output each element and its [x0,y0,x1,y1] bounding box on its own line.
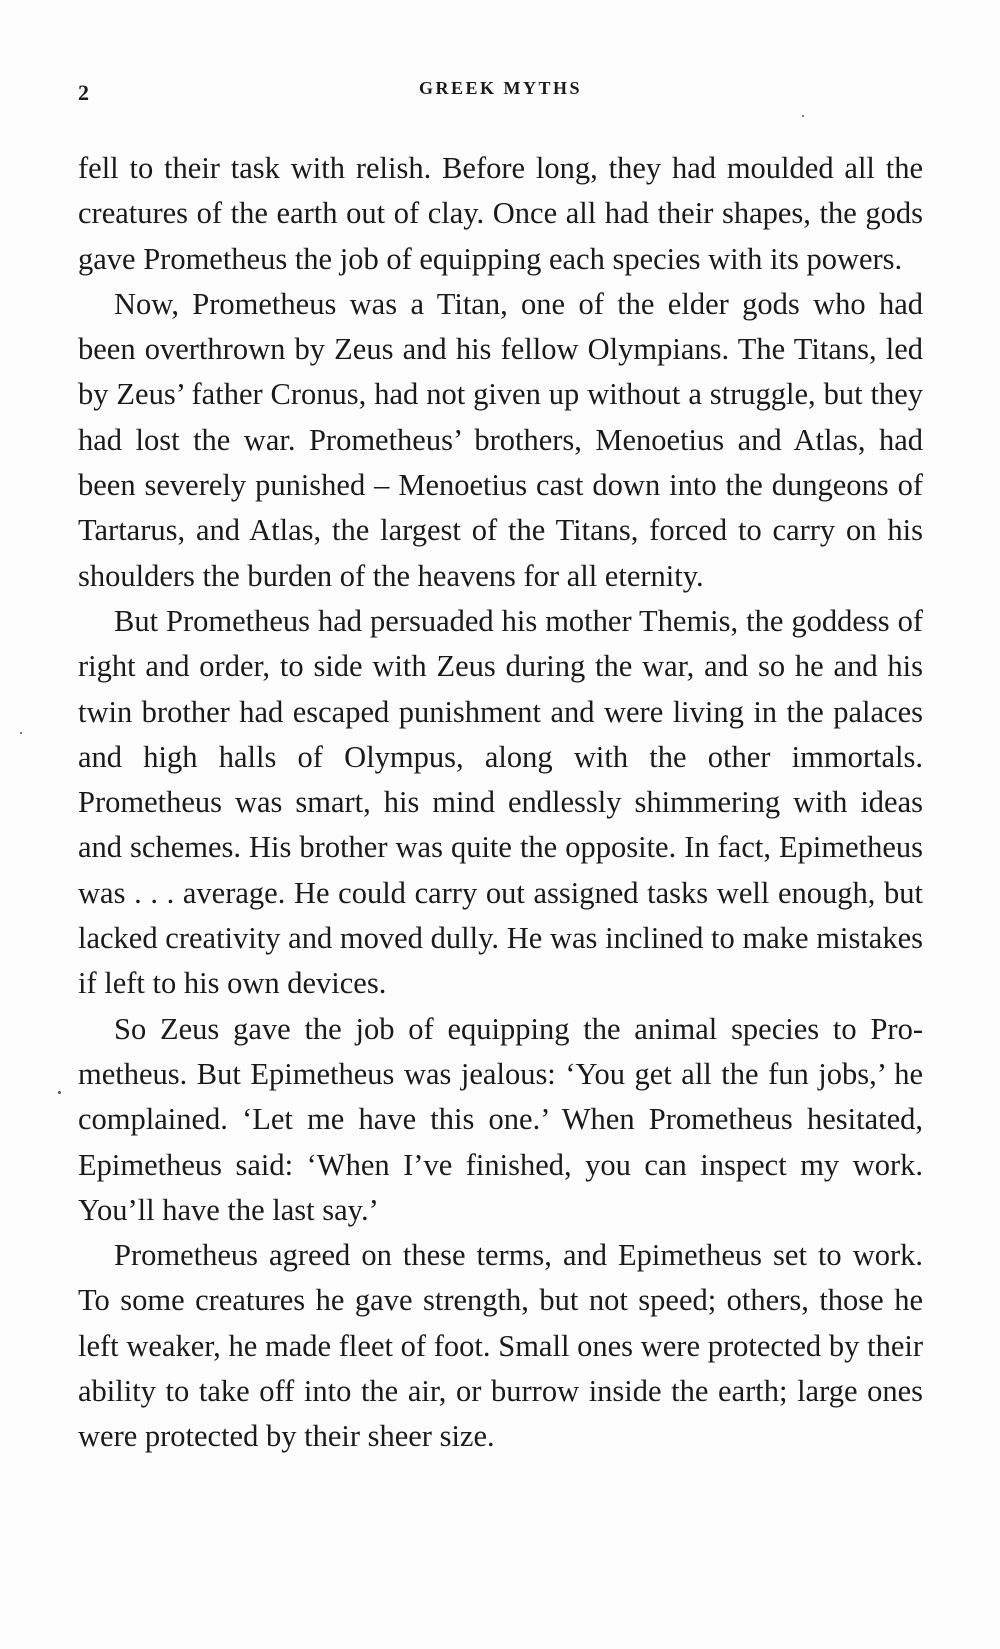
scan-speck [802,115,804,117]
paragraph-epimetheus-works: Prometheus agreed on these terms, and Epimetheus set to work. To some creatures he gave strength, but not speed; others, those he left weaker, he made fleet of foot. Small ones were protected by their ability to take off into the air, or burrow inside the earth; large ones were protected by their sheer size. [78,1238,923,1454]
page-number: 2 [78,80,89,105]
paragraph-zeus-assigns: So Zeus gave the job of equipping the animal species to Prometheus. But Epimetheus was jealous: ‘You get all the fun jobs,’ he complained. ‘Let me have this one.’ When Prometheus hesitated, Epimetheus said: ‘When I’ve finished, you can inspect my work. You’ll have the last say.’ [78,1011,923,1227]
paragraph-titans: Now, Prometheus was a Titan, one of the elder gods who had been overthrown by Zeus and his fellow Olympians. The Titans, led by Zeus’ father Cronus, had not given up without a struggle, but they had lost the war. Prometheus’ brothers, Menoetius and Atlas, had been severely punished – Menoetius cast down into the dungeons of Tartarus, and Atlas, the largest of the Titans, forced to carry on his shoulders the burden of the heavens for all eternity. [78,286,923,593]
scan-speck [20,732,22,734]
scan-speck [58,1091,61,1094]
paragraph-continuation: fell to their task with relish. Before long, they had moulded all the creatures of the earth out of clay. Once all had their shapes, the gods gave Prometheus the job of equipping each species with its powers. [78,151,923,276]
book-title: GREEK MYTHS [418,78,583,98]
body-text [78,146,923,1460]
paragraph-themis: But Prometheus had persuaded his mother Themis, the goddess of right and order, to side with Zeus during the war, and so he and his twin brother had escaped punishment and were living in the palaces and high halls of Olympus, along with the other immortals. Prometheus was smart, his mind endlessly shimmering with ideas and schemes. His brother was quite the opposite. In fact, Epimetheus was . . . average. He could carry out assigned tasks well enough, but lacked creativity and moved dully. He was inclined to make mistakes if left to his own devices. [78,603,923,1001]
running-head [78,76,923,106]
